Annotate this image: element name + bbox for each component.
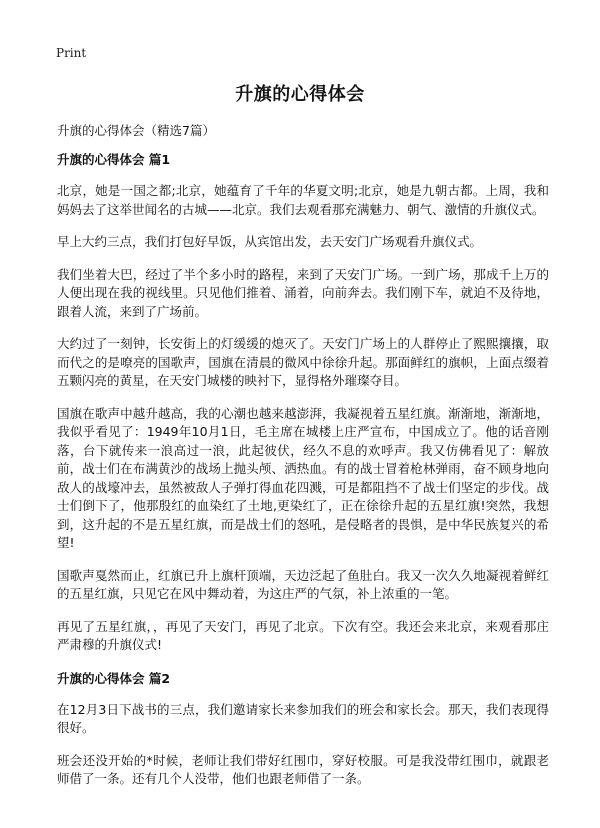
document-body	[57, 150, 549, 803]
paragraph: 大约过了一刻钟，长安街上的灯缓缓的熄灭了。天安门广场上的人群停止了熙熙攘攘，取而代之的是嘹亮的国歌声，国旗在清晨的微风中徐徐升起。那面鲜红的旗帜，上面点缀着五颗闪亮的黄星，在天安门城楼的映衬下，显得格外璀璨夺目。	[57, 336, 549, 388]
paragraph: 我们坐着大巴，经过了半个多小时的路程，来到了天安门广场。一到广场，那成千上万的人便出现在我的视线里。只见他们推着、涌着，向前奔去。我们刚下车，就迫不及待地，跟着人流，来到了广场前。	[57, 266, 549, 319]
section-heading: 升旗的心得体会 篇2	[57, 670, 171, 686]
section-heading: 升旗的心得体会 篇1	[57, 152, 171, 167]
paragraph: 再见了五星红旗，，再见了天安门，再见了北京。下次有空。我还会来北京，来观看那庄严肃穆的升旗仪式!	[57, 618, 549, 652]
document-title: 升旗的心得体会	[235, 84, 365, 105]
paragraph: 早上大约三点，我们打包好早饭，从宾馆出发，去天安门广场观看升旗仪式。	[57, 234, 483, 249]
print-link[interactable]: Print	[56, 46, 87, 60]
paragraph: 班会还没开始的*时候，老师让我们带好红围巾，穿好校服。可是我没带红围巾，就跟老师借了一条。还有几个人没带，他们也跟老师借了一条。	[57, 752, 549, 786]
paragraph: 北京，她是一国之都;北京，她蕴育了千年的华夏文明;北京，她是九朝古都。上周，我和妈妈去了这举世闻名的古城——北京。我们去观看那充满魅力、朝气、激情的升旗仪式。	[57, 183, 549, 217]
document-subtitle: 升旗的心得体会（精选7篇）	[57, 123, 215, 138]
paragraph: 在12月3日下战书的三点，我们邀请家长来参加我们的班会和家长会。那天，我们表现得很好。	[57, 701, 549, 735]
paragraph: 国旗在歌声中越升越高，我的心潮也越来越澎湃，我凝视着五星红旗。渐渐地，渐渐地，我似乎看见了：1949年10月1日，毛主席在城楼上庄严宣布，中国成立了。他的话音刚落，台下就传来一浪高过一浪，此起彼伏，经久不息的欢呼声。我又仿佛看见了：解放前，战士们在布满黄沙的战场上抛头颅、洒热血。有的战士冒着枪林弹雨，奋不顾身地向敌人的战壕冲去，虽然被敌人子弹打得血花四溅，可是都阻挡不了战士们坚定的步伐。战士们倒下了，他那殷红的血染红了土地,更染红了，正在徐徐升起的五星红旗!突然，我想到，这升起的不是五星红旗，而是战士们的怒吼，是侵略者的畏惧，是中华民族复兴的希望!	[57, 405, 549, 550]
paragraph: 国歌声戛然而止，红旗已升上旗杆顶端，天边泛起了鱼肚白。我又一次久久地凝视着鲜红的五星红旗，只见它在风中舞动着，为这庄严的气氛，补上浓重的一笔。	[57, 567, 549, 601]
